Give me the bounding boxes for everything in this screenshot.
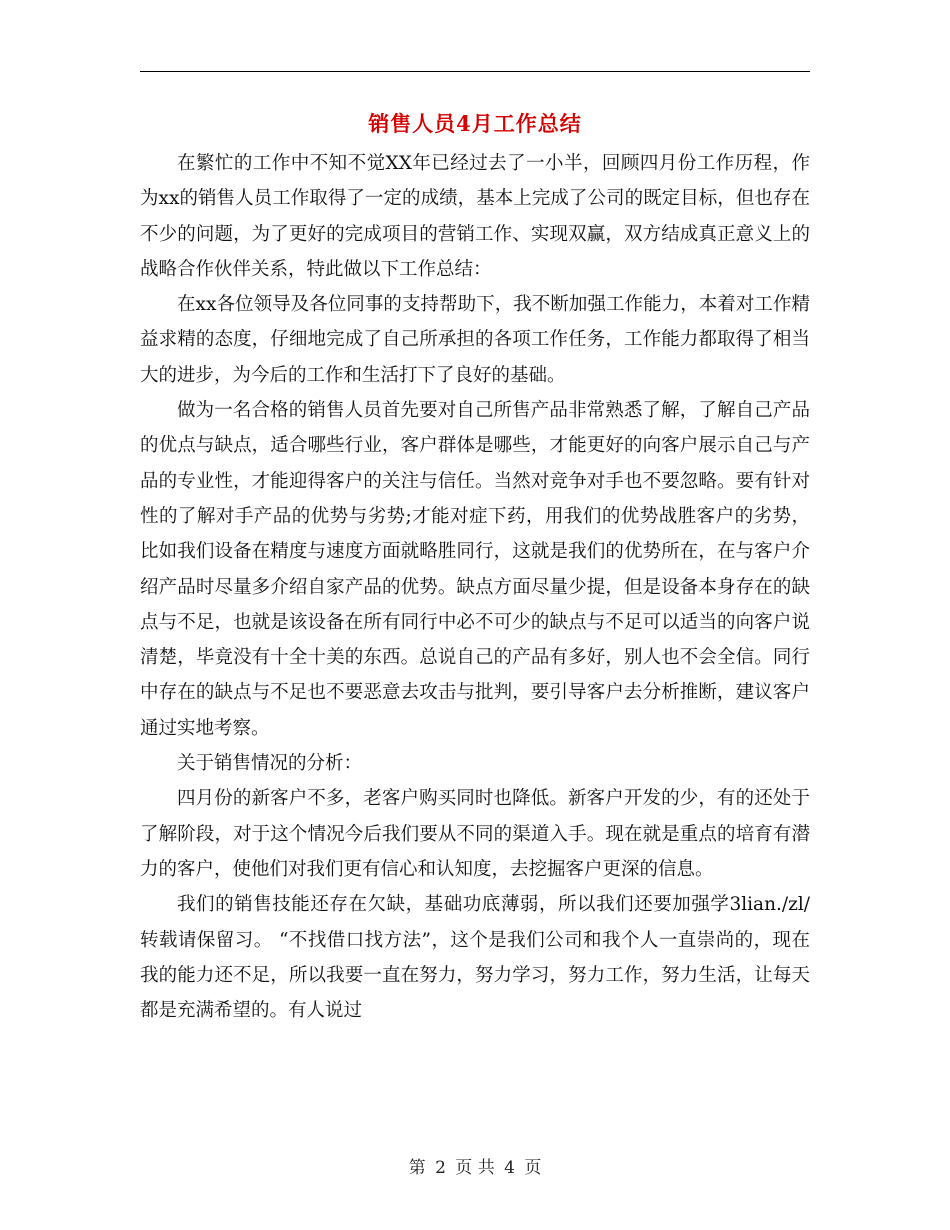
page-number-prefix: 第 — [408, 1158, 426, 1178]
page-number-current: 2 — [435, 1158, 446, 1178]
paragraph: 我们的销售技能还存在欠缺，基础功底薄弱，所以我们还要加强学3lian./zl/转载请保留习。 “不找借口找方法”，这个是我们公司和我个人一直崇尚的，现在我的能力还不足，所以我要一直在努力，努力学习，努力工作，努力生活，让每天都是充满希望的。有人说过 — [140, 894, 810, 1022]
paragraph: 关于销售情况的分析： — [177, 753, 363, 775]
page-footer — [0, 1153, 950, 1178]
page-number-suffix: 页 — [524, 1158, 542, 1178]
paragraph: 四月份的新客户不多，老客户购买同时也降低。新客户开发的少，有的还处于了解阶段，对于这个情况今后我们要从不同的渠道入手。现在就是重点的培育有潜力的客户，使他们对我们更有信心和认知度，去挖掘客户更深的信息。 — [140, 788, 810, 880]
paragraph: 在繁忙的工作中不知不觉XX年已经过去了一小半，回顾四月份工作历程，作为xx的销售人员工作取得了一定的成绩，基本上完成了公司的既定目标，但也存在不少的问题，为了更好的完成项目的营销工作、实现双赢，双方结成真正意义上的战略合作伙伴关系，特此做以下工作总结： — [140, 153, 810, 280]
page-number-middle: 页 共 — [455, 1158, 495, 1178]
document-body — [140, 146, 810, 1028]
paragraph: 做为一名合格的销售人员首先要对自己所售产品非常熟悉了解，了解自己产品的优点与缺点，适合哪些行业，客户群体是哪些，才能更好的向客户展示自己与产品的专业性，才能迎得客户的关注与信任。当然对竞争对手也不要忽略。要有针对性的了解对手产品的优势与劣势;才能对症下药，用我们的优势战胜客户的劣势，比如我们设备在精度与速度方面就略胜同行，这就是我们的优势所在，在与客户介绍产品时尽量多介绍自家产品的优势。缺点方面尽量少提，但是设备本身存在的缺点与不足，也就是该设备在所有同行中必不可少的缺点与不足可以适当的向客户说清楚，毕竟没有十全十美的东西。总说自己的产品有多好，别人也不会全信。同行中存在的缺点与不足也不要恶意去攻击与批判，要引导客户去分析推断，建议客户通过实地考察。 — [140, 400, 810, 739]
page-number-total: 4 — [504, 1158, 515, 1178]
document-title: 销售人员4月工作总结 — [368, 111, 582, 136]
paragraph: 在xx各位领导及各位同事的支持帮助下，我不断加强工作能力，本着对工作精益求精的态度，仔细地完成了自己所承担的各项工作任务，工作能力都取得了相当大的进步，为今后的工作和生活打下了良好的基础。 — [140, 294, 810, 386]
header-rule — [140, 71, 810, 72]
